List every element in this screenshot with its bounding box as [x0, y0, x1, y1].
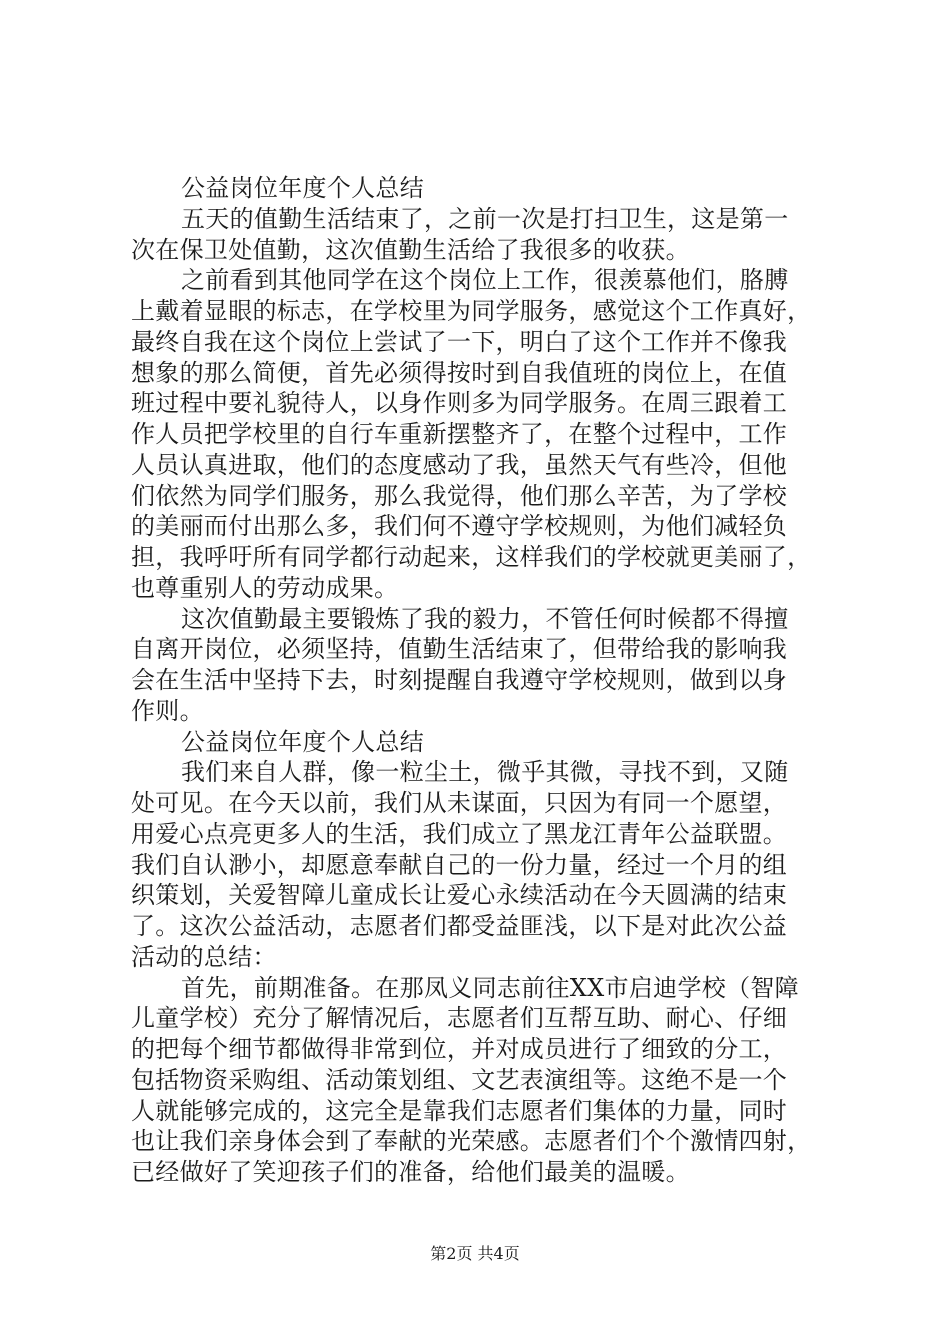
paragraph-line: 次在保卫处值勤，这次值勤生活给了我很多的收获。: [131, 236, 690, 264]
paragraph-line: 织策划，关爱智障儿童成长让爱心永续活动在今天圆满的结束: [131, 881, 788, 909]
paragraph-line: 也尊重别人的劳动成果。: [131, 574, 399, 602]
section-title: 公益岗位年度个人总结: [181, 728, 424, 756]
paragraph-line: 的美丽而付出那么多，我们何不遵守学校规则，为他们减轻负: [131, 512, 788, 540]
paragraph-line: 这次值勤最主要锻炼了我的毅力，不管任何时候都不得擅: [181, 605, 789, 633]
page-footer: 第2页 共4页: [430, 1244, 520, 1263]
section-title: 公益岗位年度个人总结: [181, 174, 424, 202]
paragraph-line: 担，我呼吁所有同学都行动起来，这样我们的学校就更美丽了，: [131, 543, 812, 571]
paragraph-line: 想象的那么简便，首先必须得按时到自我值班的岗位上，在值: [131, 359, 788, 387]
paragraph-line: 用爱心点亮更多人的生活，我们成立了黑龙江青年公益联盟。: [131, 820, 788, 848]
paragraph-line: 五天的值勤生活结束了，之前一次是打扫卫生，这是第一: [181, 205, 789, 233]
paragraph-line: 们依然为同学们服务，那么我觉得，他们那么辛苦，为了学校: [131, 482, 788, 510]
paragraph-line: 我们来自人群，像一粒尘土，微乎其微，寻找不到，又随: [181, 758, 789, 786]
paragraph-line: 作则。: [131, 697, 204, 725]
paragraph-line: 人员认真进取，他们的态度感动了我，虽然天气有些冷，但他: [131, 451, 788, 479]
paragraph-line: 作人员把学校里的自行车重新摆整齐了，在整个过程中，工作: [131, 420, 788, 448]
paragraph-line: 最终自我在这个岗位上尝试了一下，明白了这个工作并不像我: [131, 328, 788, 356]
paragraph-line: 首先，前期准备。在那凤义同志前往XX市启迪学校（智障: [181, 974, 799, 1002]
paragraph-line: 已经做好了笑迎孩子们的准备，给他们最美的温暖。: [131, 1158, 690, 1186]
paragraph-line: 我们自认渺小，却愿意奉献自己的一份力量，经过一个月的组: [131, 851, 788, 879]
paragraph-line: 之前看到其他同学在这个岗位上工作，很羡慕他们，胳膊: [181, 266, 789, 294]
paragraph-line: 了。这次公益活动，志愿者们都受益匪浅，以下是对此次公益: [131, 912, 788, 940]
paragraph-line: 人就能够完成的，这完全是靠我们志愿者们集体的力量，同时: [131, 1097, 788, 1125]
paragraph-line: 会在生活中坚持下去，时刻提醒自我遵守学校规则，做到以身: [131, 666, 788, 694]
paragraph-line: 班过程中要礼貌待人，以身作则多为同学服务。在周三跟着工: [131, 389, 788, 417]
paragraph-line: 活动的总结：: [131, 943, 277, 971]
paragraph-line: 自离开岗位，必须坚持，值勤生活结束了，但带给我的影响我: [131, 635, 788, 663]
paragraph-line: 也让我们亲身体会到了奉献的光荣感。志愿者们个个激情四射，: [131, 1127, 812, 1155]
paragraph-line: 处可见。在今天以前，我们从未谋面，只因为有同一个愿望，: [131, 789, 788, 817]
paragraph-line: 上戴着显眼的标志，在学校里为同学服务，感觉这个工作真好，: [131, 297, 812, 325]
paragraph-line: 的把每个细节都做得非常到位，并对成员进行了细致的分工，: [131, 1035, 788, 1063]
paragraph-line: 包括物资采购组、活动策划组、文艺表演组等。这绝不是一个: [131, 1066, 788, 1094]
paragraph-line: 儿童学校）充分了解情况后，志愿者们互帮互助、耐心、仔细: [131, 1004, 788, 1032]
